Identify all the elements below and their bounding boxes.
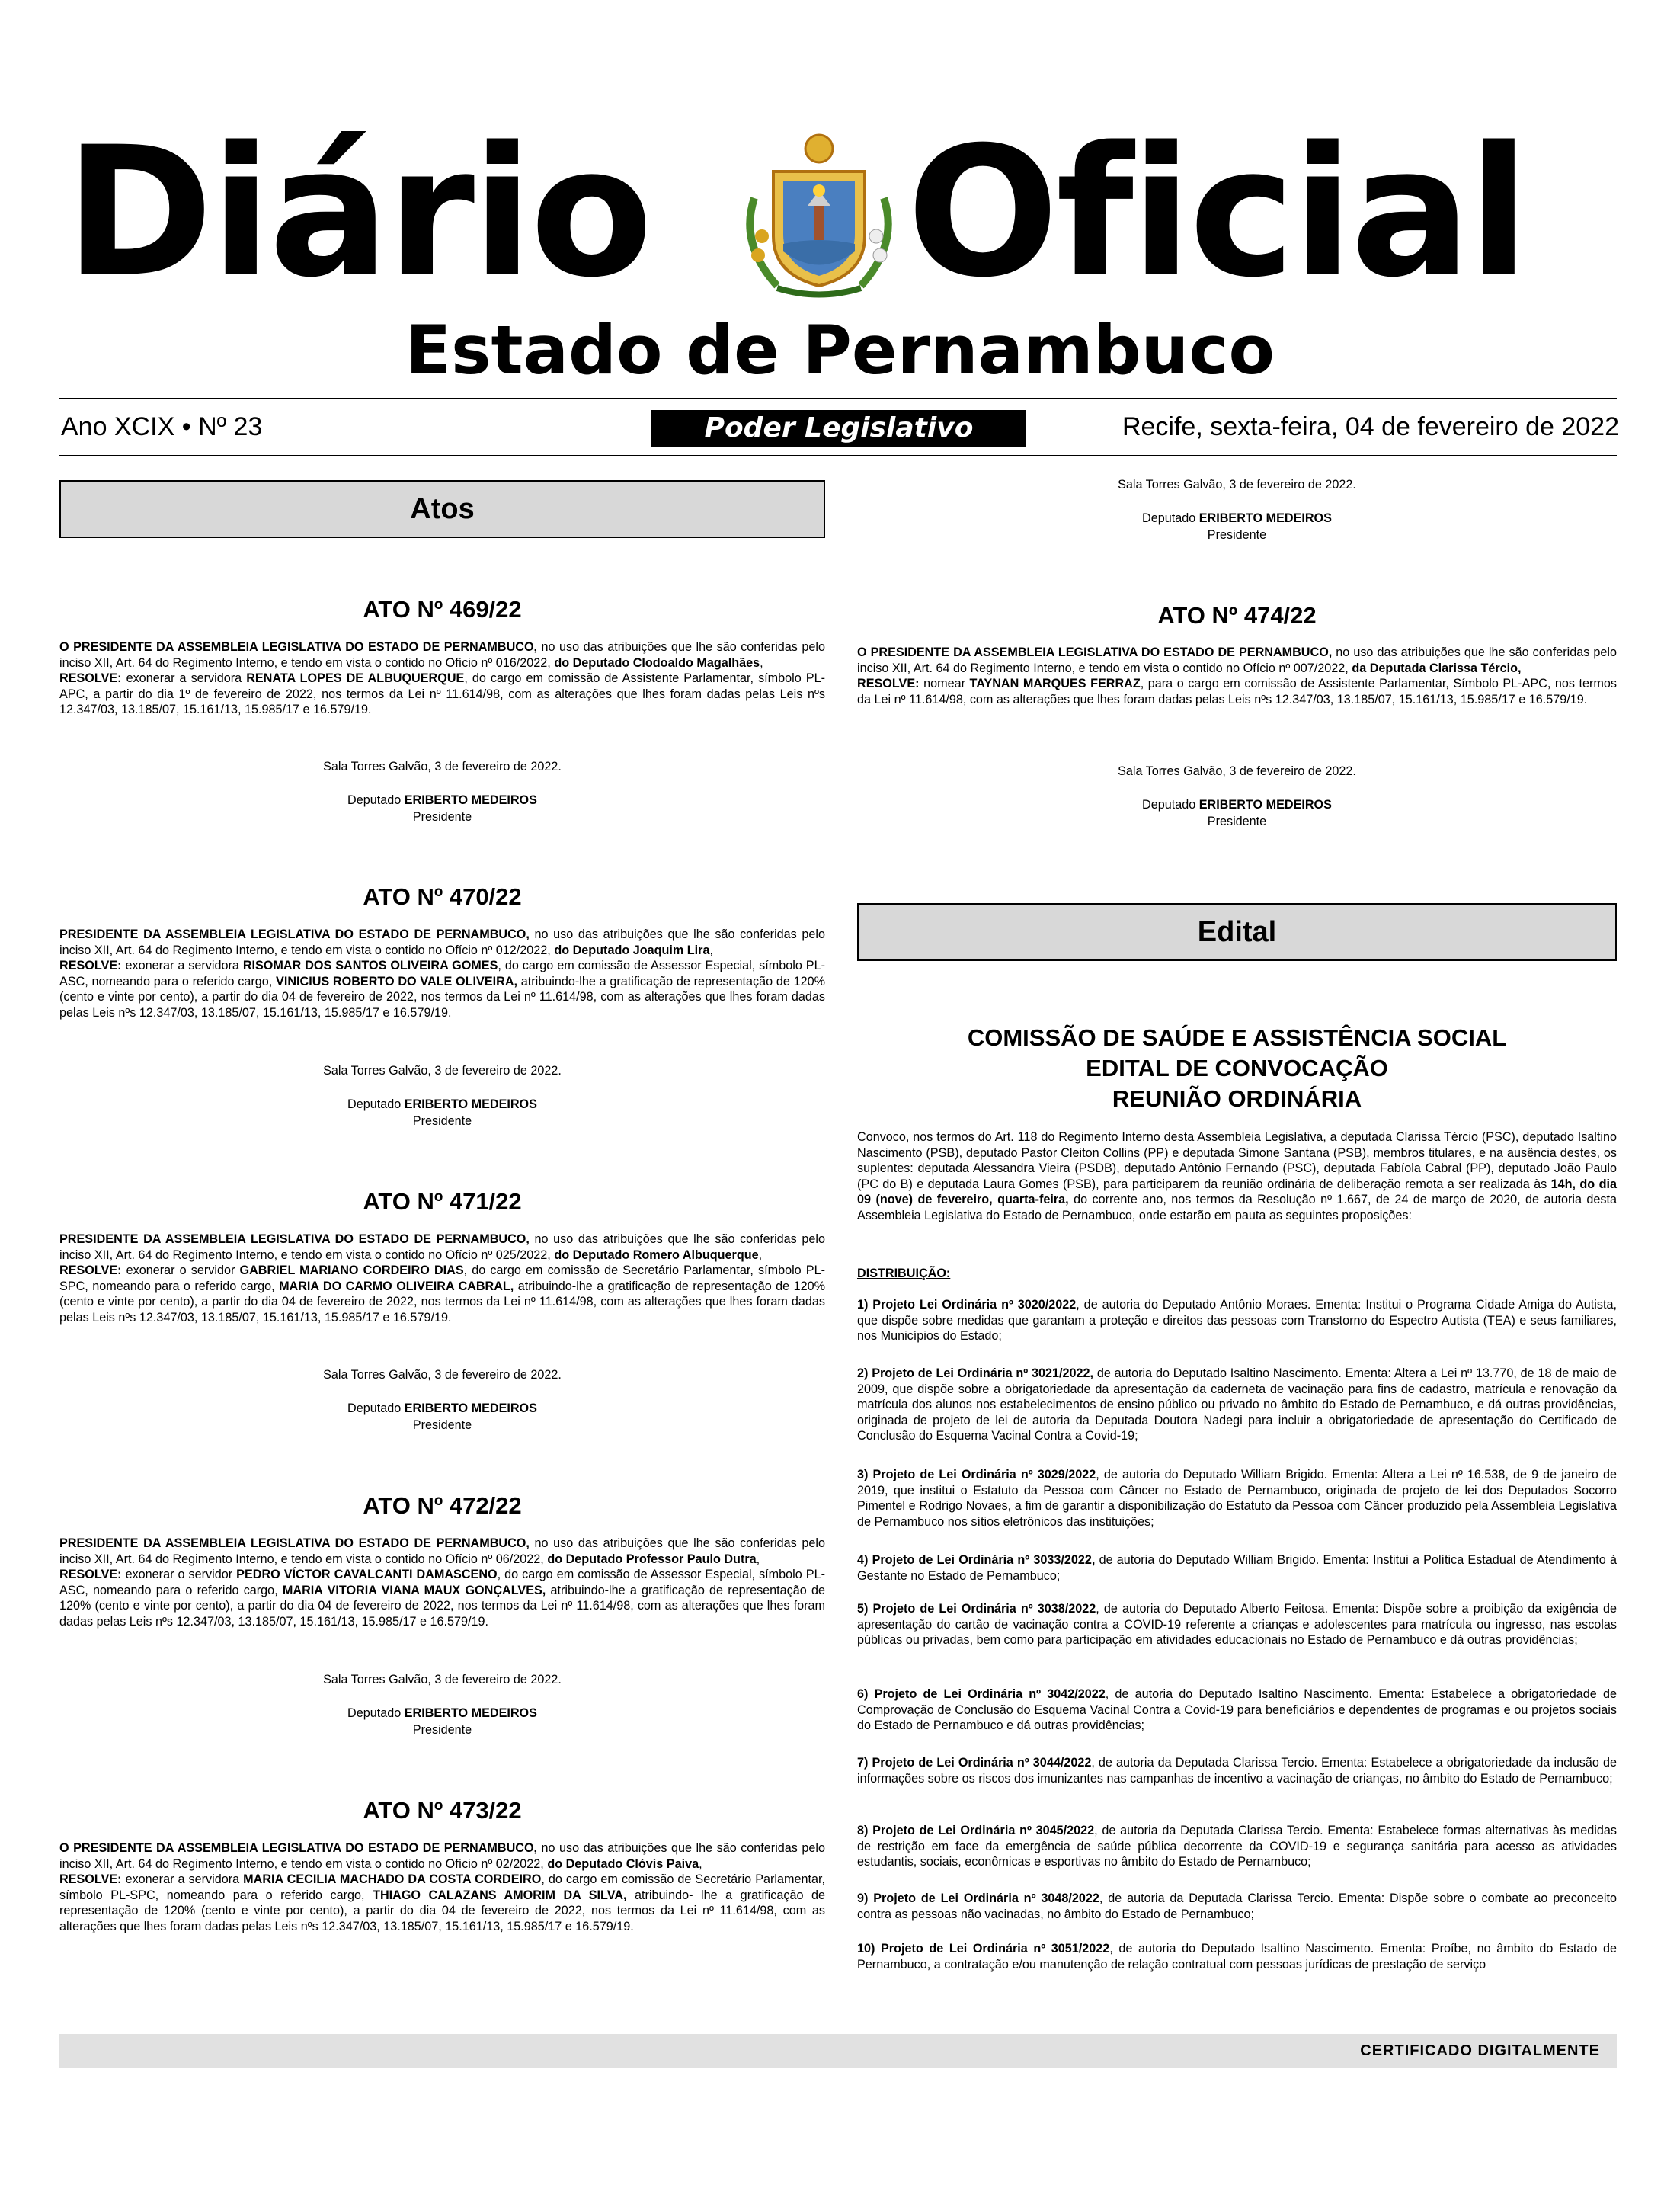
text-run: , de autoria da Deputada Clarissa Tercio. Ementa: Estabelece a obrigatoriedade da inclusão de informações sobre os riscos dos imunizantes nas campanhas de incentivo a vacinação de crianças, no âmbito do Estado de Pernambuco; [857,1756,1617,1786]
text-run: atribuindo-lhe a gratificação de representação de 120% (cento e vinte por cento), a partir do dia 04 de fevereiro de 2022, nos termos da Lei nº 11.614/98, com as alterações que lhes foram dadas pelas Leis nºs 12.347/03, 13.185/07, 15.161/13, 15.985/17 e 16.579/19. [59,1279,825,1325]
edital-heading-convocacao: EDITAL DE CONVOCAÇÃO [1086,1055,1388,1081]
signature-prefix: Deputado [347,793,405,807]
text-run: atribuindo- lhe a gratificação de representação de 120% (cento e vinte por cento), a partir do dia 04 de fevereiro de 2022, nos termos da Lei nº 11.614/98, com as alterações que lhes foram dadas pelas Leis nºs 12.347/03, 13.185/07, 15.161/13, 15.985/17 e 16.579/19. [59,1888,825,1933]
bold-run: RENATA LOPES DE ALBUQUERQUE [246,671,465,686]
text-run: no uso das atribuições que lhe são conferidas pelo inciso XII, Art. 64 do Regimento Interno, e tendo em vista o contido no Ofício nº 012/2022, [59,927,825,957]
ato-sala: Sala Torres Galvão, 3 de fevereiro de 2022. [323,1673,562,1686]
bold-run: do Deputado Joaquim Lira [554,943,710,957]
text-run: , do cargo em comissão de Secretário Parlamentar, símbolo PL-SPC, nomeando para o referido cargo, [59,1872,825,1902]
bold-run: do Deputado Professor Paulo Dutra [547,1552,757,1566]
text-run: no uso das atribuições que lhe são conferidas pelo inciso XII, Art. 64 do Regimento Interno, e tendo em vista o contido no Ofício nº 025/2022, [59,1232,825,1262]
signature-name: ERIBERTO MEDEIROS [404,1401,537,1415]
ato-sala: Sala Torres Galvão, 3 de fevereiro de 2022. [323,760,562,774]
bold-run: do Deputado Clóvis Paiva [547,1856,699,1871]
section-title-edital: Edital [857,903,1617,961]
bold-run: MARIA VITORIA VIANA MAUX GONÇALVES, [282,1583,546,1597]
ato-title: ATO Nº 469/22 [363,596,522,623]
text-run: exonerar o servidor [121,1264,240,1278]
bold-run: do Deputado Clodoaldo Magalhães [554,655,760,670]
bold-run: MARIA DO CARMO OLIVEIRA CABRAL, [279,1279,514,1293]
ato-signature [59,792,825,809]
ato-sala: Sala Torres Galvão, 3 de fevereiro de 2022. [1118,478,1356,492]
signature-name: ERIBERTO MEDEIROS [1198,511,1332,525]
ato-sala: Sala Torres Galvão, 3 de fevereiro de 2022. [323,1064,562,1078]
bold-run: RESOLVE: [59,1264,122,1278]
text-run: , de autoria do Deputado Isaltino Nascimento. Ementa: Estabelece a obrigatoriedade de Comprovação de Conclusão do Esquema Vacinal Contra a Covid-19 para beneficiários e dependentes de programas e ou projetos sociais do Estado de Pernambuco e dá outras providências; [857,1687,1617,1733]
edital-intro [857,1129,1617,1224]
bold-run: RESOLVE: [857,677,920,691]
ato-role: Presidente [412,810,472,824]
text-run: atribuindo-lhe a gratificação de representação de 120% (cento e vinte por cento), a partir do dia 04 de fevereiro de 2022, nos termos da Lei nº 11.614/98, com as alterações que lhes foram dadas pelas Leis nºs 12.347/03, 13.185/07, 15.161/13, 15.985/17 e 16.579/19. [59,1583,826,1629]
text-run: no uso das atribuições que lhe são conferidas pelo inciso XII, Art. 64 do Regimento Interno, e tendo em vista o contido no Ofício nº 06/2022, [59,1536,825,1566]
bold-run: 3) Projeto de Lei Ordinária nº 3029/2022 [857,1468,1096,1481]
edital-heading-commission: COMISSÃO DE SAÚDE E ASSISTÊNCIA SOCIAL [967,1024,1507,1051]
masthead [0,109,1680,343]
ato-title: ATO Nº 472/22 [363,1492,522,1519]
edition-number: Ano XCIX • Nº 23 [61,412,263,441]
text-run: , de autoria do Deputado Alberto Feitosa. Ementa: Dispõe sobre a proibição da exigência de apresentação do cartão de vacinação contra a COVID-19 referente a crianças e adolescentes para matrícula ou ingresso, nas escolas públicas ou privadas, bem como para participação em atividades educacionais no Estado de Pernambuco e dá outras providências; [857,1602,1617,1648]
text-run: , [709,943,713,957]
bold-run: RESOLVE: [59,1872,122,1887]
bold-run: PEDRO VÍCTOR CAVALCANTI DAMASCENO [236,1568,498,1582]
bold-run: PRESIDENTE DA ASSEMBLEIA LEGISLATIVA DO ESTADO DE PERNAMBUCO, [59,1232,530,1246]
header-bottom-rule [59,455,1617,456]
header-top-rule [59,398,1617,399]
bold-run: PRESIDENTE DA ASSEMBLEIA LEGISLATIVA DO ESTADO DE PERNAMBUCO, [59,1536,530,1550]
text-run: , para o cargo em comissão de Assistente Parlamentar, Símbolo PL-APC, nos termos da Lei nº 11.614/98, com as alterações que lhes foram dadas pelas Leis nºs 12.347/03, 13.185/07, 15.161/13, 15.985/17 e 16.579/19. [857,677,1617,706]
signature-prefix: Deputado [1142,511,1199,525]
text-run: de autoria do Deputado William Brigido. Ementa: Institui a Política Estadual de Atendimento à Gestante no Estado de Pernambuco; [857,1553,1617,1583]
ato-body [59,639,825,718]
signature-prefix: Deputado [347,1097,405,1111]
bold-run: 2) Projeto de Lei Ordinária nº 3021/2022, [857,1366,1094,1380]
ato-signature [857,510,1617,527]
bold-run: do Deputado Romero Albuquerque [554,1248,759,1262]
text-run: exonerar a servidora [121,671,247,686]
bold-run: GABRIEL MARIANO CORDEIRO DIAS [239,1264,464,1278]
text-run: , de autoria da Deputada Clarissa Tercio. Ementa: Estabelece formas alternativas às medidas de restrição em face da emergência de saúde pública decorrente da COVID-19 e segurança sanitária para acesso as atividades estudantis, sociais, econômicas e esportivas no âmbito do Estado de Pernambuco; [857,1824,1617,1869]
bold-run: RISOMAR DOS SANTOS OLIVEIRA GOMES [242,959,498,973]
bold-run: 14h, do dia 09 (nove) de fevereiro, quarta-feira, [857,1177,1617,1207]
signature-prefix: Deputado [1142,798,1199,812]
signature-prefix: Deputado [347,1706,405,1720]
ato-body [59,1840,825,1935]
masthead-subtitle: Estado de Pernambuco [405,311,1275,389]
text-run: , do cargo em comissão de Assessor Especial, símbolo PL-ASC, nomeando para o referido cargo, [59,959,825,988]
text-run: no uso das atribuições que lhe são conferidas pelo inciso XII, Art. 64 do Regimento Interno, e tendo em vista o contido no Ofício nº 016/2022, [59,640,825,670]
text-run: , [699,1856,702,1871]
ato-signature [59,1096,825,1113]
edital-item [857,1755,1617,1786]
text-run: exonerar o servidor [121,1568,237,1582]
ato-body [59,1232,825,1326]
ato-sala: Sala Torres Galvão, 3 de fevereiro de 2022. [1118,764,1356,778]
ato-signature [59,1705,825,1722]
ato-body [59,927,825,1021]
bold-run: 9) Projeto de Lei Ordinária nº 3048/2022 [857,1891,1099,1905]
ato-role: Presidente [1207,815,1267,828]
text-run: , [758,1248,763,1262]
bold-run: O PRESIDENTE DA ASSEMBLEIA LEGISLATIVA DO ESTADO DE PERNAMBUCO, [857,645,1333,659]
edital-item [857,1467,1617,1530]
bold-run: 6) Projeto de Lei Ordinária nº 3042/2022 [857,1687,1106,1701]
bold-run: 1) Projeto Lei Ordinária nº 3020/2022 [857,1298,1077,1312]
bold-run: THIAGO CALAZANS AMORIM DA SILVA, [373,1888,627,1902]
text-run: de autoria do Deputado Isaltino Nascimento. Ementa: Altera a Lei nº 13.770, de 18 de maio de 2009, que dispõe sobre a obrigatoriedade da apresentação da caderneta de vacinação para fins de cadastro, matrícula e renovação da matrícula dos alunos nos estabelecimentos de ensino público ou privado no âmbito do Estado de Pernambuco, e dá outras providências, originada de projeto de lei de autoria da Deputada Doutora Nadegi para incluir a obrigatoriedade de apresentação do Certificado de Conclusão do Esquema Vacinal Contra a Covid-19; [857,1366,1617,1443]
edital-item [857,1601,1617,1648]
ato-role: Presidente [412,1723,472,1737]
text-run: , do cargo em comissão de Assistente Parlamentar, símbolo PL-APC, a partir do dia 1º de fevereiro de 2022, nos termos da Lei nº 11.614/98, com as alterações que lhes foram dadas pelas Leis nºs 12.347/03, 13.185/07, 15.161/13, 15.985/17 e 16.579/19. [59,671,825,717]
text-run: , do cargo em comissão de Secretário Parlamentar, símbolo PL-SPC, nomeando para o referido cargo, [59,1264,825,1293]
text-run: no uso das atribuições que lhe são conferidas pelo inciso XII, Art. 64 do Regimento Interno, e tendo em vista o contido no Ofício nº 007/2022, [857,645,1617,675]
ato-title: ATO Nº 474/22 [1157,602,1317,629]
signature-name: ERIBERTO MEDEIROS [404,1097,537,1111]
section-banner: Poder Legislativo [651,410,1026,447]
coat-of-arms-icon [731,130,907,305]
bold-run: O PRESIDENTE DA ASSEMBLEIA LEGISLATIVA DO ESTADO DE PERNAMBUCO, [59,640,538,654]
ato-signature [59,1400,825,1417]
masthead-title-left: Diário [65,109,651,317]
edital-item [857,1297,1617,1344]
edital-item [857,1552,1617,1584]
edital-item [857,1891,1617,1922]
text-run: , [760,655,763,670]
ato-role: Presidente [412,1114,472,1128]
bold-run: 4) Projeto de Lei Ordinária nº 3033/2022, [857,1553,1096,1567]
ato-role: Presidente [1207,528,1267,542]
ato-title: ATO Nº 470/22 [363,883,522,910]
text-run: do corrente ano, nos termos da Resolução nº 1.667, de 24 de março de 2020, de autoria desta Assembleia Legislativa do Estado de Pernambuco, onde estarão em pauta as seguintes proposições: [857,1193,1618,1222]
edital-heading-reuniao: REUNIÃO ORDINÁRIA [1112,1085,1362,1112]
bold-run: MARIA CECILIA MACHADO DA COSTA CORDEIRO [243,1872,542,1887]
ato-body [857,645,1617,707]
edital-item [857,1686,1617,1734]
bold-run: RESOLVE: [59,671,122,686]
text-run: nomear [919,677,970,691]
edital-item [857,1366,1617,1444]
edital-distribuicao-label: DISTRIBUIÇÃO: [857,1267,951,1280]
bold-run: TAYNAN MARQUES FERRAZ [969,677,1141,691]
signature-prefix: Deputado [347,1401,405,1415]
issue-date: Recife, sexta-feira, 04 de fevereiro de 2022 [1122,412,1619,441]
bold-run: da Deputada Clarissa Tércio, [1352,661,1522,675]
bold-run: RESOLVE: [59,1568,122,1582]
edital-item [857,1941,1617,1972]
bold-run: 10) Projeto de Lei Ordinária nº 3051/2022 [857,1942,1110,1956]
footer-bar [59,2034,1617,2068]
bold-run: 5) Projeto de Lei Ordinária nº 3038/2022 [857,1602,1096,1616]
ato-title: ATO Nº 473/22 [363,1797,522,1824]
masthead-title-right: Oficial [907,109,1527,317]
ato-role: Presidente [412,1418,472,1432]
section-title-atos: Atos [59,480,825,538]
text-run: exonerar a servidora [121,959,243,973]
footer-certificado: CERTIFICADO DIGITALMENTE [1360,2042,1600,2059]
text-run: Convoco, nos termos do Art. 118 do Regimento Interno desta Assembleia Legislativa, a deputada Clarissa Tércio (PSC), deputado Isaltino Nascimento (PSB), deputado Pastor Cleiton Collins (PP) e deputada Simone Santana (PSB), membros titulares, e na ausência destes, os suplentes: deputada Alessandra Vieira (PSDB), deputado Antônio Fernando (PSC), deputada Fabíola Cabral (PP), deputado João Paulo (PC do B) e deputada Laura Gomes (PSB), para participarem da reunião ordinária de deliberação remota a ser realizada às [857,1130,1617,1191]
text-run: , de autoria do Deputado Antônio Moraes. Ementa: Institui o Programa Cidade Amiga do Autista, que dispõe sobre medidas que garantam a proteção e direitos das pessoas com Transtorno do Espectro Autista (TEA) e seus familiares, nos Municípios do Estado; [857,1298,1617,1344]
text-run: , [756,1552,760,1566]
ato-sala: Sala Torres Galvão, 3 de fevereiro de 2022. [323,1368,562,1382]
ato-signature [857,796,1617,813]
bold-run: RESOLVE: [59,959,122,973]
ato-body [59,1536,825,1630]
text-run: , de autoria do Deputado William Brigido. Ementa: Altera a Lei nº 16.538, de 9 de janeiro de 2019, que institui o Estatuto da Pessoa com Câncer no Estado de Pernambuco, originada de projeto de lei dos Deputados Socorro Pimentel e Rodrigo Novaes, a fim de garantir a disponibilização do Estatuto da Pessoa com Câncer produzido pela Assembleia Legislativa de Pernambuco nos sítios eletrônicos das instituições; [857,1468,1617,1529]
bold-run: 7) Projeto de Lei Ordinária nº 3044/2022 [857,1756,1092,1770]
signature-name: ERIBERTO MEDEIROS [1198,798,1332,812]
bold-run: 8) Projeto de Lei Ordinária nº 3045/2022 [857,1824,1095,1837]
ato-title: ATO Nº 471/22 [363,1188,522,1215]
edital-item [857,1823,1617,1870]
text-run: no uso das atribuições que lhe são conferidas pelo inciso XII, Art. 64 do Regimento Interno, e tendo em vista o contido no Ofício nº 02/2022, [59,1841,825,1871]
text-run: exonerar a servidora [121,1872,244,1887]
text-run: , de autoria da Deputada Clarissa Tercio. Ementa: Dispõe sobre o combate ao preconceito contra as pessoas não vacinadas, no âmbito do Estado de Pernambuco; [857,1891,1617,1921]
bold-run: PRESIDENTE DA ASSEMBLEIA LEGISLATIVA DO ESTADO DE PERNAMBUCO, [59,927,530,941]
text-run: , de autoria do Deputado Isaltino Nascimento. Ementa: Proíbe, no âmbito do Estado de Pernambuco, a contratação e/ou manutenção de relação contratual com pessoas jurídicas de prestação de serviço [857,1942,1617,1972]
bold-run: VINICIUS ROBERTO DO VALE OLIVEIRA, [276,974,518,988]
text-run: atribuindo-lhe a gratificação de representação de 120% (cento e vinte por cento), a partir do dia 04 de fevereiro de 2022, nos termos da Lei nº 11.614/98, com as alterações que lhes foram dadas pelas Leis nºs 12.347/03, 13.185/07, 15.161/13, 15.985/17 e 16.579/19. [59,974,825,1020]
bold-run: O PRESIDENTE DA ASSEMBLEIA LEGISLATIVA DO ESTADO DE PERNAMBUCO, [59,1841,538,1855]
text-run: , do cargo em comissão de Assessor Especial, símbolo PL-ASC, nomeando para o referido cargo, [59,1568,825,1597]
signature-name: ERIBERTO MEDEIROS [404,1706,537,1720]
signature-name: ERIBERTO MEDEIROS [404,793,537,807]
